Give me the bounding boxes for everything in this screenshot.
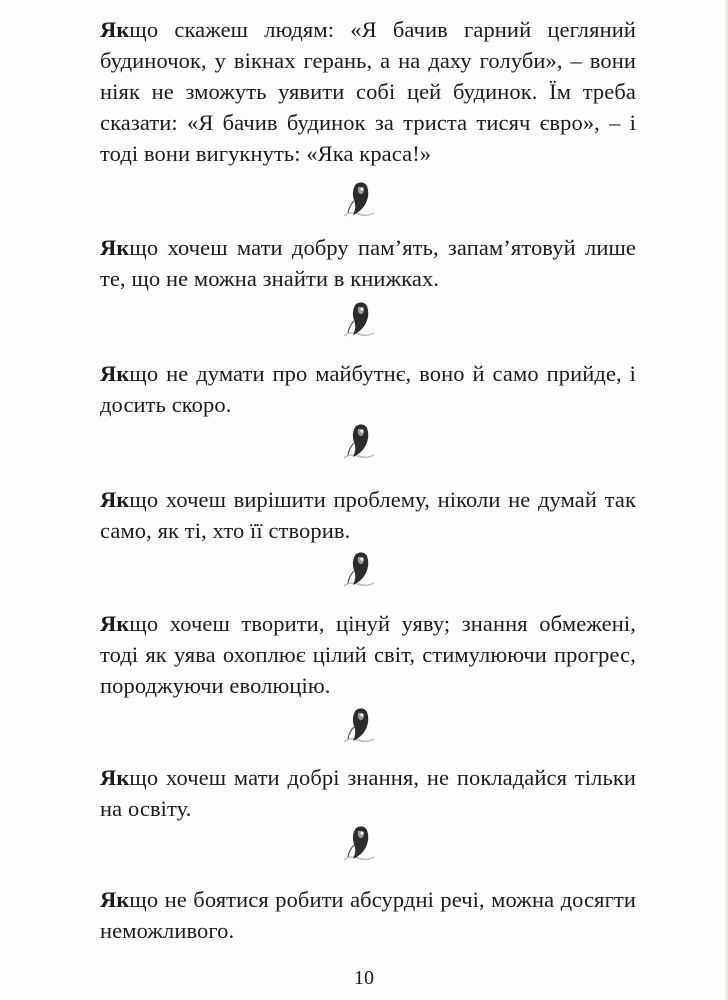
owl-icon	[336, 822, 380, 864]
page-number: 10	[354, 967, 374, 989]
owl-icon	[336, 298, 380, 340]
quote-lead: Як	[100, 235, 130, 260]
quote-3	[100, 358, 636, 420]
quote-text: що хочеш мати добрі знання, не покладайся тільки на освіту.	[100, 765, 636, 821]
owl-icon	[336, 548, 380, 590]
quote-4	[100, 484, 636, 546]
quote-lead: Як	[100, 887, 130, 912]
quote-1	[100, 14, 636, 169]
quote-text: що не думати про майбутнє, воно й само прийде, і досить скоро.	[100, 361, 636, 417]
quote-lead: Як	[100, 17, 130, 42]
quote-6	[100, 762, 636, 824]
owl-icon	[336, 704, 380, 746]
quote-lead: Як	[100, 611, 130, 636]
quote-5	[100, 608, 636, 701]
quote-text: що хочеш вирішити проблему, ніколи не думай так само, як ті, хто її створив.	[100, 487, 636, 543]
quote-text: що скажеш людям: «Я бачив гарний цегляний будиночок, у вікнах герань, а на даху голуби», – вони ніяк не зможуть уявити собі цей будинок. Їм треба сказати: «Я бачив будинок за триста тисяч євро», – і тоді вони вигукнуть: «Яка краса!»	[100, 17, 636, 166]
quote-lead: Як	[100, 361, 130, 386]
quote-lead: Як	[100, 765, 130, 790]
quote-text: що не боятися робити абсурдні речі, можна досягти неможливого.	[100, 887, 636, 943]
owl-icon	[336, 178, 380, 220]
quote-text: що хочеш мати добру пам’ять, запам’ятовуй лише те, що не можна знайти в книжках.	[100, 235, 636, 291]
quote-text: що хочеш творити, цінуй уяву; знання обмежені, тоді як уява охоплює цілий світ, стимулюючи прогрес, породжуючи еволюцію.	[100, 611, 636, 698]
quote-2	[100, 232, 636, 294]
quote-lead: Як	[100, 487, 130, 512]
quote-7	[100, 884, 636, 946]
owl-icon	[336, 420, 380, 462]
